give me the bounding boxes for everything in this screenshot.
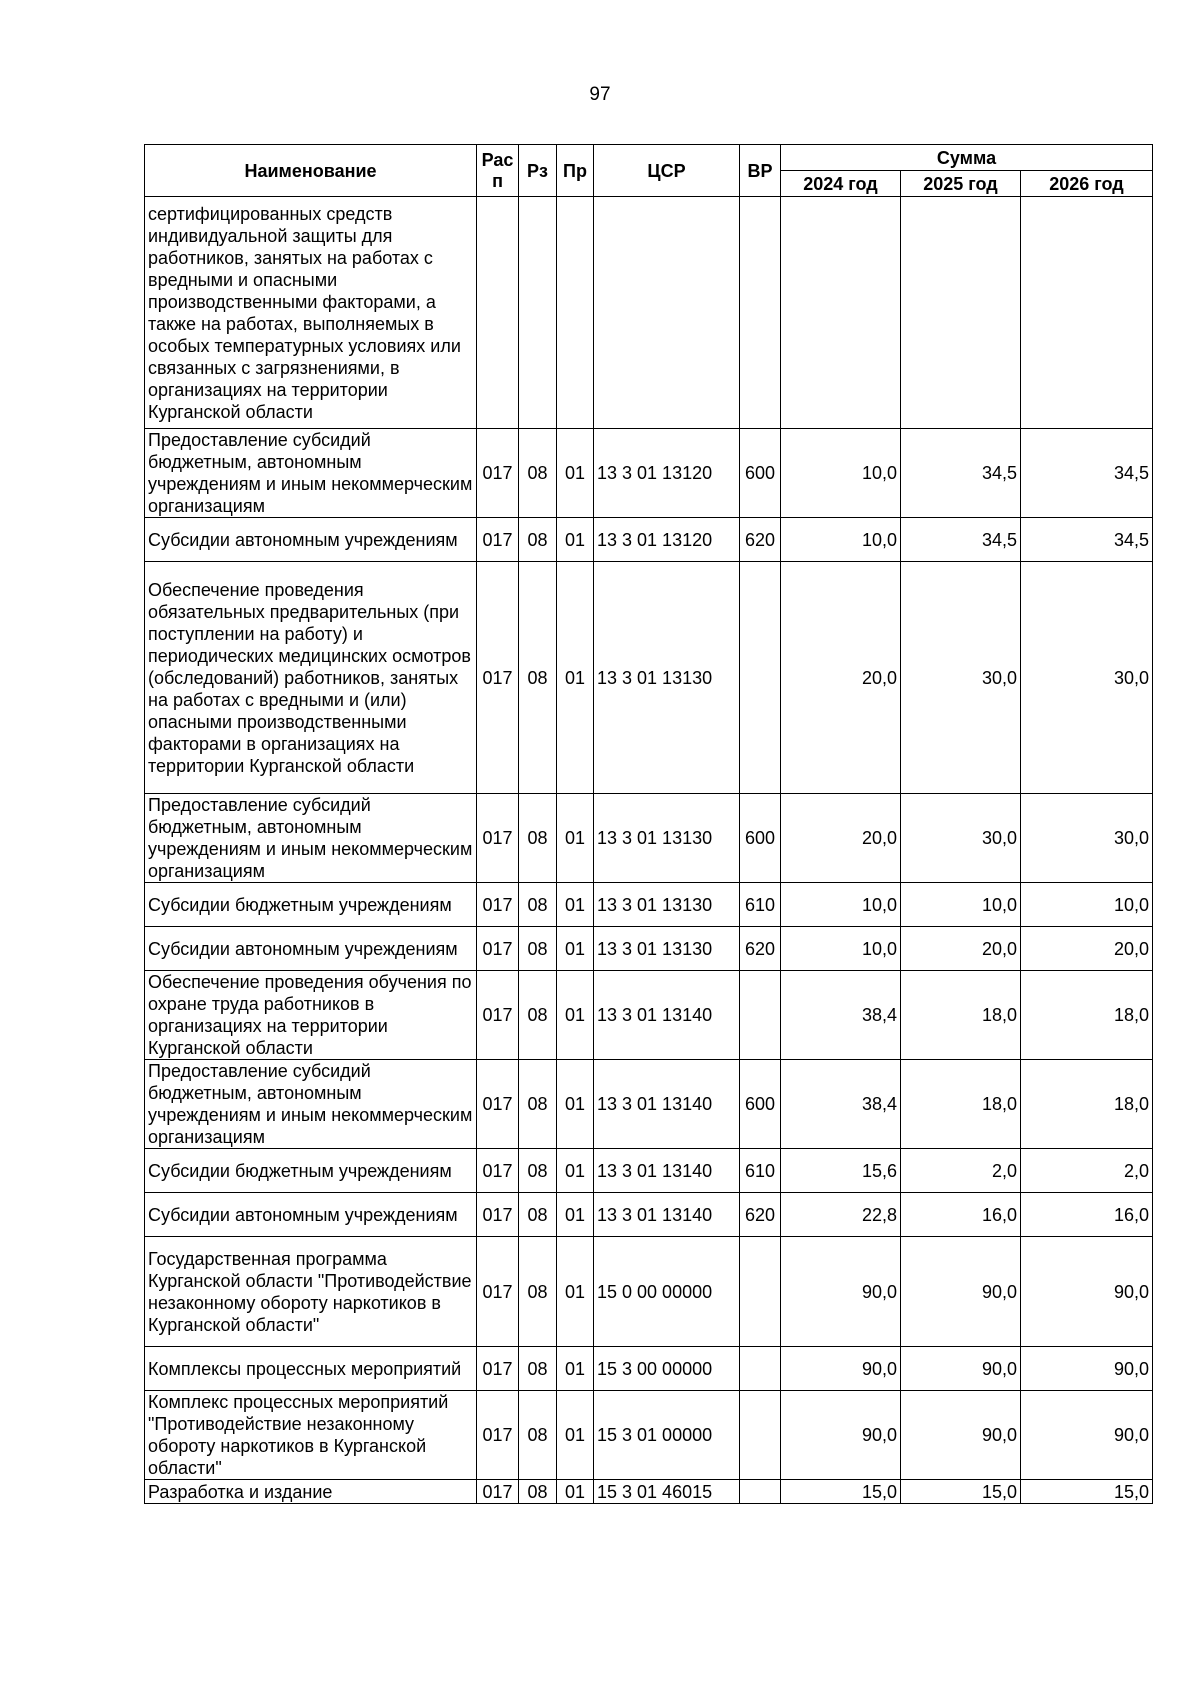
table-row <box>145 518 1153 562</box>
cell-sum-2026: 34,5 <box>1021 429 1153 518</box>
cell-name: Субсидии бюджетным учреждениям <box>145 883 477 927</box>
cell-rz: 08 <box>519 429 557 518</box>
cell-csr: 15 3 01 00000 <box>594 1391 740 1480</box>
table-row <box>145 1347 1153 1391</box>
header-year-2025: 2025 год <box>901 171 1021 197</box>
table-row <box>145 1480 1153 1504</box>
cell-vr <box>740 1391 781 1480</box>
cell-vr <box>740 1237 781 1347</box>
cell-vr: 600 <box>740 1060 781 1149</box>
cell-csr: 13 3 01 13130 <box>594 927 740 971</box>
cell-sum-2025: 90,0 <box>901 1237 1021 1347</box>
page-number: 97 <box>589 84 611 105</box>
cell-csr: 15 0 00 00000 <box>594 1237 740 1347</box>
cell-vr <box>740 562 781 794</box>
cell-sum-2024: 20,0 <box>781 794 901 883</box>
cell-pr: 01 <box>557 1391 594 1480</box>
cell-pr: 01 <box>557 927 594 971</box>
cell-name: Обеспечение проведения обязательных предварительных (при поступлении на работу) и периодических медицинских осмотров (обследований) работников, занятых на работах с вредными и (или) опасными производственными факторами в организациях на территории Курганской области <box>145 562 477 794</box>
cell-name: Предоставление субсидий бюджетным, автономным учреждениям и иным некоммерческим организациям <box>145 429 477 518</box>
cell-vr: 620 <box>740 1193 781 1237</box>
header-pr: Пр <box>557 145 594 197</box>
cell-sum-2026: 15,0 <box>1021 1480 1153 1504</box>
cell-rasp: 017 <box>477 1391 519 1480</box>
table-row <box>145 883 1153 927</box>
cell-vr: 610 <box>740 1149 781 1193</box>
table-row <box>145 1149 1153 1193</box>
cell-rz: 08 <box>519 1480 557 1504</box>
budget-table <box>144 144 1153 1504</box>
cell-csr: 13 3 01 13140 <box>594 1193 740 1237</box>
cell-rz <box>519 197 557 429</box>
cell-sum-2024: 38,4 <box>781 1060 901 1149</box>
cell-sum-2024: 15,6 <box>781 1149 901 1193</box>
cell-sum-2025: 16,0 <box>901 1193 1021 1237</box>
header-rz: Рз <box>519 145 557 197</box>
cell-sum-2026: 2,0 <box>1021 1149 1153 1193</box>
cell-csr: 15 3 01 46015 <box>594 1480 740 1504</box>
cell-sum-2026: 18,0 <box>1021 971 1153 1060</box>
cell-name: Государственная программа Курганской области "Противодействие незаконному обороту наркотиков в Курганской области" <box>145 1237 477 1347</box>
cell-sum-2026 <box>1021 197 1153 429</box>
cell-sum-2025: 20,0 <box>901 927 1021 971</box>
header-csr: ЦСР <box>594 145 740 197</box>
cell-rasp: 017 <box>477 1060 519 1149</box>
cell-rasp: 017 <box>477 927 519 971</box>
cell-csr: 13 3 01 13130 <box>594 794 740 883</box>
cell-rz: 08 <box>519 794 557 883</box>
cell-pr: 01 <box>557 1060 594 1149</box>
cell-rasp: 017 <box>477 518 519 562</box>
cell-rz: 08 <box>519 1347 557 1391</box>
cell-rz: 08 <box>519 971 557 1060</box>
cell-vr: 600 <box>740 429 781 518</box>
cell-pr: 01 <box>557 1480 594 1504</box>
cell-vr: 620 <box>740 518 781 562</box>
table-row <box>145 197 1153 429</box>
cell-sum-2024: 10,0 <box>781 883 901 927</box>
cell-sum-2024: 10,0 <box>781 429 901 518</box>
table-row <box>145 1060 1153 1149</box>
cell-sum-2026: 90,0 <box>1021 1391 1153 1480</box>
table-row <box>145 971 1153 1060</box>
cell-sum-2024: 20,0 <box>781 562 901 794</box>
cell-vr <box>740 1347 781 1391</box>
table-row <box>145 562 1153 794</box>
cell-name: Субсидии автономным учреждениям <box>145 1193 477 1237</box>
cell-pr: 01 <box>557 971 594 1060</box>
cell-rasp: 017 <box>477 1237 519 1347</box>
header-rasp: Рас п <box>477 145 519 197</box>
header-year-2024: 2024 год <box>781 171 901 197</box>
cell-rz: 08 <box>519 1391 557 1480</box>
cell-csr: 13 3 01 13140 <box>594 1060 740 1149</box>
cell-sum-2025: 18,0 <box>901 1060 1021 1149</box>
cell-sum-2025: 10,0 <box>901 883 1021 927</box>
cell-csr: 13 3 01 13140 <box>594 971 740 1060</box>
cell-name: Субсидии автономным учреждениям <box>145 518 477 562</box>
cell-pr: 01 <box>557 1347 594 1391</box>
cell-pr: 01 <box>557 1149 594 1193</box>
cell-csr: 13 3 01 13130 <box>594 883 740 927</box>
header-vr: ВР <box>740 145 781 197</box>
cell-vr <box>740 197 781 429</box>
cell-rasp: 017 <box>477 1480 519 1504</box>
table-header <box>145 145 1153 197</box>
cell-sum-2025: 30,0 <box>901 794 1021 883</box>
cell-rz: 08 <box>519 1060 557 1149</box>
cell-sum-2024: 15,0 <box>781 1480 901 1504</box>
cell-sum-2025 <box>901 197 1021 429</box>
cell-sum-2026: 34,5 <box>1021 518 1153 562</box>
cell-name: сертифицированных средств индивидуальной защиты для работников, занятых на работах с вредными и опасными производственными факторами, а также на работах, выполняемых в особых температурных условиях или связанных с загрязнениями, в организациях на территории Курганской области <box>145 197 477 429</box>
cell-rz: 08 <box>519 1237 557 1347</box>
cell-csr: 13 3 01 13120 <box>594 429 740 518</box>
cell-pr <box>557 197 594 429</box>
cell-rasp <box>477 197 519 429</box>
table-body <box>145 197 1153 1504</box>
cell-vr: 620 <box>740 927 781 971</box>
cell-vr <box>740 971 781 1060</box>
cell-sum-2025: 15,0 <box>901 1480 1021 1504</box>
cell-sum-2025: 90,0 <box>901 1347 1021 1391</box>
cell-sum-2025: 2,0 <box>901 1149 1021 1193</box>
cell-name: Предоставление субсидий бюджетным, автономным учреждениям и иным некоммерческим организациям <box>145 794 477 883</box>
table-row <box>145 927 1153 971</box>
cell-rasp: 017 <box>477 1193 519 1237</box>
cell-pr: 01 <box>557 1237 594 1347</box>
cell-pr: 01 <box>557 883 594 927</box>
header-year-2026: 2026 год <box>1021 171 1153 197</box>
cell-sum-2025: 90,0 <box>901 1391 1021 1480</box>
cell-csr: 13 3 01 13140 <box>594 1149 740 1193</box>
cell-rasp: 017 <box>477 562 519 794</box>
cell-sum-2024: 10,0 <box>781 518 901 562</box>
cell-name: Субсидии автономным учреждениям <box>145 927 477 971</box>
cell-name: Комплекс процессных мероприятий "Противодействие незаконному обороту наркотиков в Курганской области" <box>145 1391 477 1480</box>
cell-sum-2025: 18,0 <box>901 971 1021 1060</box>
cell-rasp: 017 <box>477 883 519 927</box>
table-row <box>145 429 1153 518</box>
cell-pr: 01 <box>557 562 594 794</box>
cell-name: Обеспечение проведения обучения по охране труда работников в организациях на территории Курганской области <box>145 971 477 1060</box>
cell-rz: 08 <box>519 1193 557 1237</box>
header-name: Наименование <box>145 145 477 197</box>
cell-sum-2024: 90,0 <box>781 1391 901 1480</box>
cell-sum-2024: 90,0 <box>781 1237 901 1347</box>
cell-rz: 08 <box>519 883 557 927</box>
cell-sum-2025: 34,5 <box>901 429 1021 518</box>
cell-sum-2024: 10,0 <box>781 927 901 971</box>
cell-pr: 01 <box>557 1193 594 1237</box>
cell-vr <box>740 1480 781 1504</box>
cell-sum-2026: 30,0 <box>1021 794 1153 883</box>
cell-rasp: 017 <box>477 1149 519 1193</box>
cell-sum-2026: 16,0 <box>1021 1193 1153 1237</box>
cell-sum-2026: 10,0 <box>1021 883 1153 927</box>
cell-sum-2024: 38,4 <box>781 971 901 1060</box>
cell-sum-2026: 30,0 <box>1021 562 1153 794</box>
cell-sum-2026: 90,0 <box>1021 1347 1153 1391</box>
cell-sum-2024: 90,0 <box>781 1347 901 1391</box>
cell-sum-2024: 22,8 <box>781 1193 901 1237</box>
cell-rz: 08 <box>519 927 557 971</box>
cell-sum-2026: 90,0 <box>1021 1237 1153 1347</box>
header-sum: Сумма <box>781 145 1153 171</box>
cell-csr: 15 3 00 00000 <box>594 1347 740 1391</box>
cell-csr: 13 3 01 13120 <box>594 518 740 562</box>
cell-vr: 610 <box>740 883 781 927</box>
cell-sum-2024 <box>781 197 901 429</box>
cell-pr: 01 <box>557 518 594 562</box>
table-row <box>145 1391 1153 1480</box>
cell-pr: 01 <box>557 794 594 883</box>
cell-rz: 08 <box>519 1149 557 1193</box>
table-row <box>145 794 1153 883</box>
table-row <box>145 1193 1153 1237</box>
cell-rasp: 017 <box>477 971 519 1060</box>
cell-rz: 08 <box>519 562 557 794</box>
cell-rasp: 017 <box>477 429 519 518</box>
cell-sum-2026: 20,0 <box>1021 927 1153 971</box>
cell-csr: 13 3 01 13130 <box>594 562 740 794</box>
cell-sum-2026: 18,0 <box>1021 1060 1153 1149</box>
cell-pr: 01 <box>557 429 594 518</box>
cell-sum-2025: 34,5 <box>901 518 1021 562</box>
cell-sum-2025: 30,0 <box>901 562 1021 794</box>
cell-name: Предоставление субсидий бюджетным, автономным учреждениям и иным некоммерческим организациям <box>145 1060 477 1149</box>
cell-rz: 08 <box>519 518 557 562</box>
table-row <box>145 1237 1153 1347</box>
cell-vr: 600 <box>740 794 781 883</box>
cell-name: Разработка и издание <box>145 1480 477 1504</box>
cell-rasp: 017 <box>477 794 519 883</box>
cell-csr <box>594 197 740 429</box>
cell-name: Комплексы процессных мероприятий <box>145 1347 477 1391</box>
cell-rasp: 017 <box>477 1347 519 1391</box>
cell-name: Субсидии бюджетным учреждениям <box>145 1149 477 1193</box>
